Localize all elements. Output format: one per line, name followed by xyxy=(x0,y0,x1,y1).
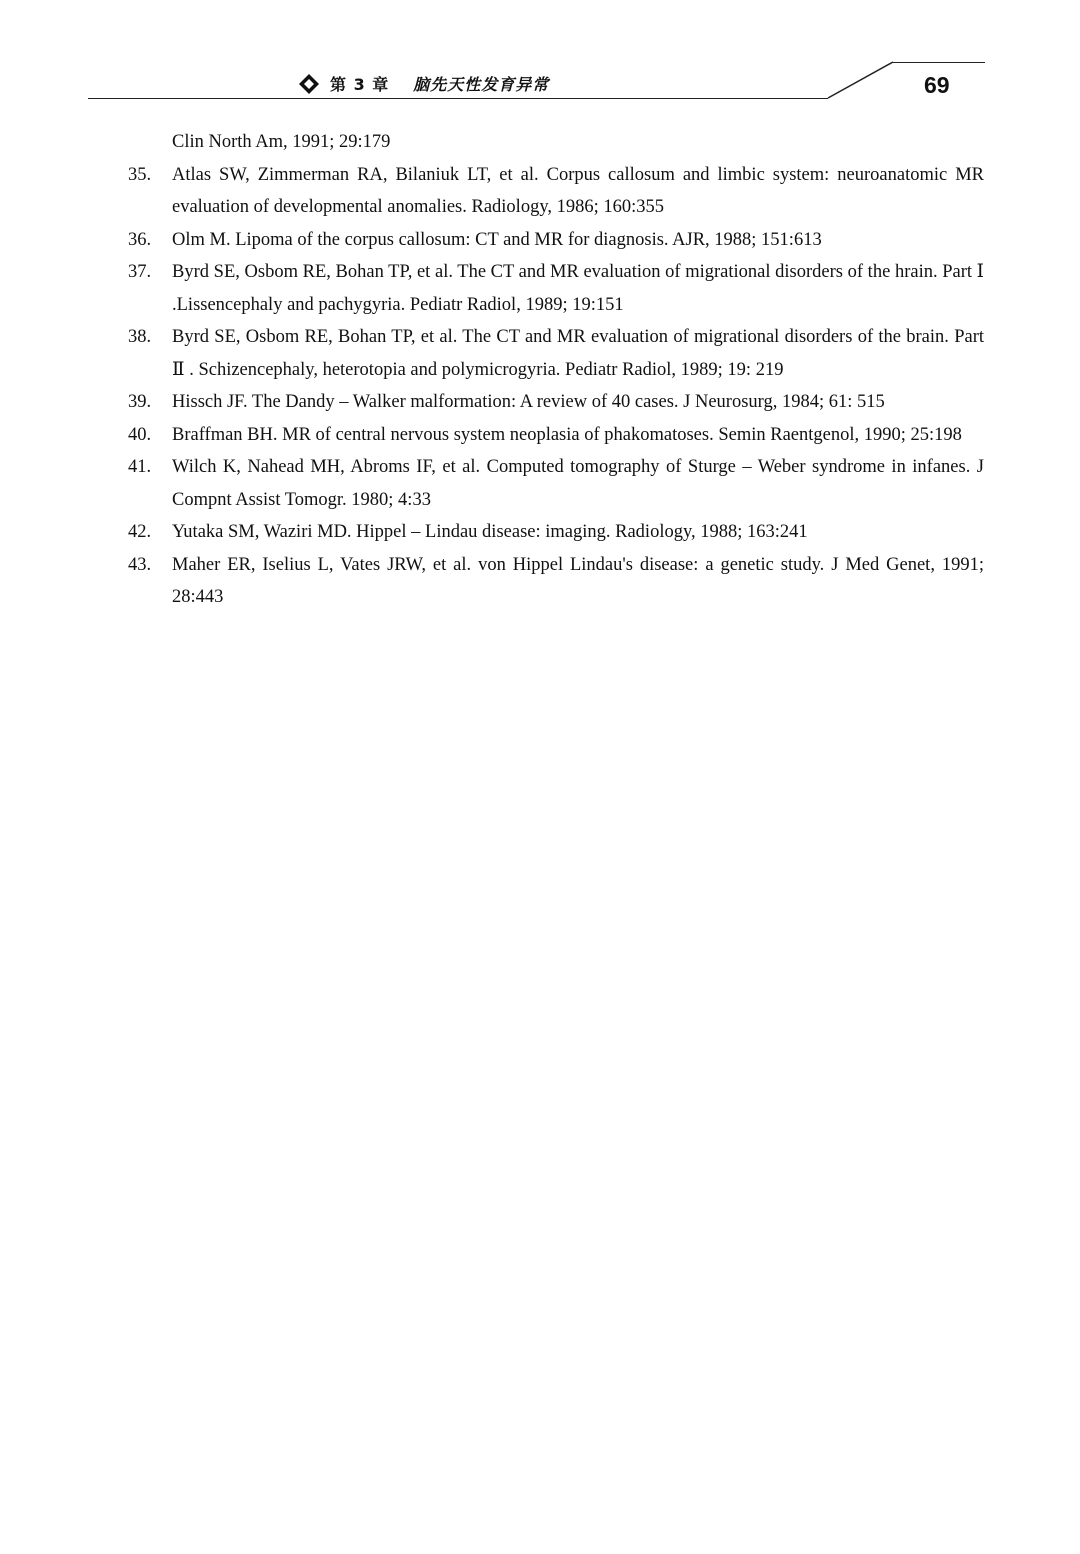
reference-item-42 xyxy=(128,516,984,549)
diamond-bullet-icon xyxy=(298,73,320,95)
reference-number: 43. xyxy=(128,554,152,575)
reference-text: Maher ER, Iselius L, Vates JRW, et al. von Hippel Lindau's disease: a genetic study. J Med Genet, 1991; 28:443 xyxy=(172,554,984,607)
reference-list xyxy=(128,126,984,614)
reference-item-38 xyxy=(128,321,984,386)
reference-number: 37. xyxy=(128,262,152,282)
reference-text: Atlas SW, Zimmerman RA, Bilaniuk LT, et al. Corpus callosum and limbic system: neuroanatomic MR evaluation of developmental anomalies. Radiology, 1986; 160:355 xyxy=(172,164,984,217)
reference-number: 36. xyxy=(128,229,152,250)
reference-text: Byrd SE, Osbom RE, Bohan TP, et al. The CT and MR evaluation of migrational disorders of the brain. Part Ⅱ . Schizencephaly, heterotopia and polymicrogyria. Pediatr Radiol, 1989; 19: 219 xyxy=(172,327,984,380)
reference-number: 40. xyxy=(128,424,152,445)
reference-text: Braffman BH. MR of central nervous system neoplasia of phakomatoses. Semin Raentgenol, 1990; 25:198 xyxy=(172,424,962,445)
page-number: 69 xyxy=(924,72,950,98)
reference-text: Wilch K, Nahead MH, Abroms IF, et al. Computed tomography of Sturge – Weber syndrome in infanes. J Compnt Assist Tomogr. 1980; 4:33 xyxy=(172,457,984,510)
reference-number: 42. xyxy=(128,522,152,542)
reference-item-39 xyxy=(128,386,984,419)
running-header xyxy=(298,72,549,95)
reference-continuation: Clin North Am, 1991; 29:179 xyxy=(172,132,391,152)
chapter-title: 脑先天性发育异常 xyxy=(413,75,550,94)
page-header xyxy=(0,0,1080,110)
reference-item-40 xyxy=(128,419,984,452)
reference-text: Hissch JF. The Dandy – Walker malformation: A review of 40 cases. J Neurosurg, 1984; 61: 515 xyxy=(172,392,885,412)
chapter-label: 第 3 章 xyxy=(330,75,390,94)
reference-number: 39. xyxy=(128,392,152,412)
reference-text: Yutaka SM, Waziri MD. Hippel – Lindau disease: imaging. Radiology, 1988; 163:241 xyxy=(172,522,808,542)
reference-text: Olm M. Lipoma of the corpus callosum: CT and MR for diagnosis. AJR, 1988; 151:613 xyxy=(172,229,822,250)
reference-item-37 xyxy=(128,256,984,321)
reference-item-41 xyxy=(128,451,984,516)
reference-item-35 xyxy=(128,159,984,224)
reference-number: 38. xyxy=(128,327,152,347)
reference-number: 35. xyxy=(128,164,152,185)
reference-item-36 xyxy=(128,224,984,257)
header-top-rule xyxy=(893,62,985,63)
reference-item-43 xyxy=(128,549,984,614)
reference-text: Byrd SE, Osbom RE, Bohan TP, et al. The CT and MR evaluation of migrational disorders of the hrain. Part Ⅰ .Lissencephaly and pachygyria. Pediatr Radiol, 1989; 19:151 xyxy=(172,262,984,315)
reference-number: 41. xyxy=(128,457,152,477)
